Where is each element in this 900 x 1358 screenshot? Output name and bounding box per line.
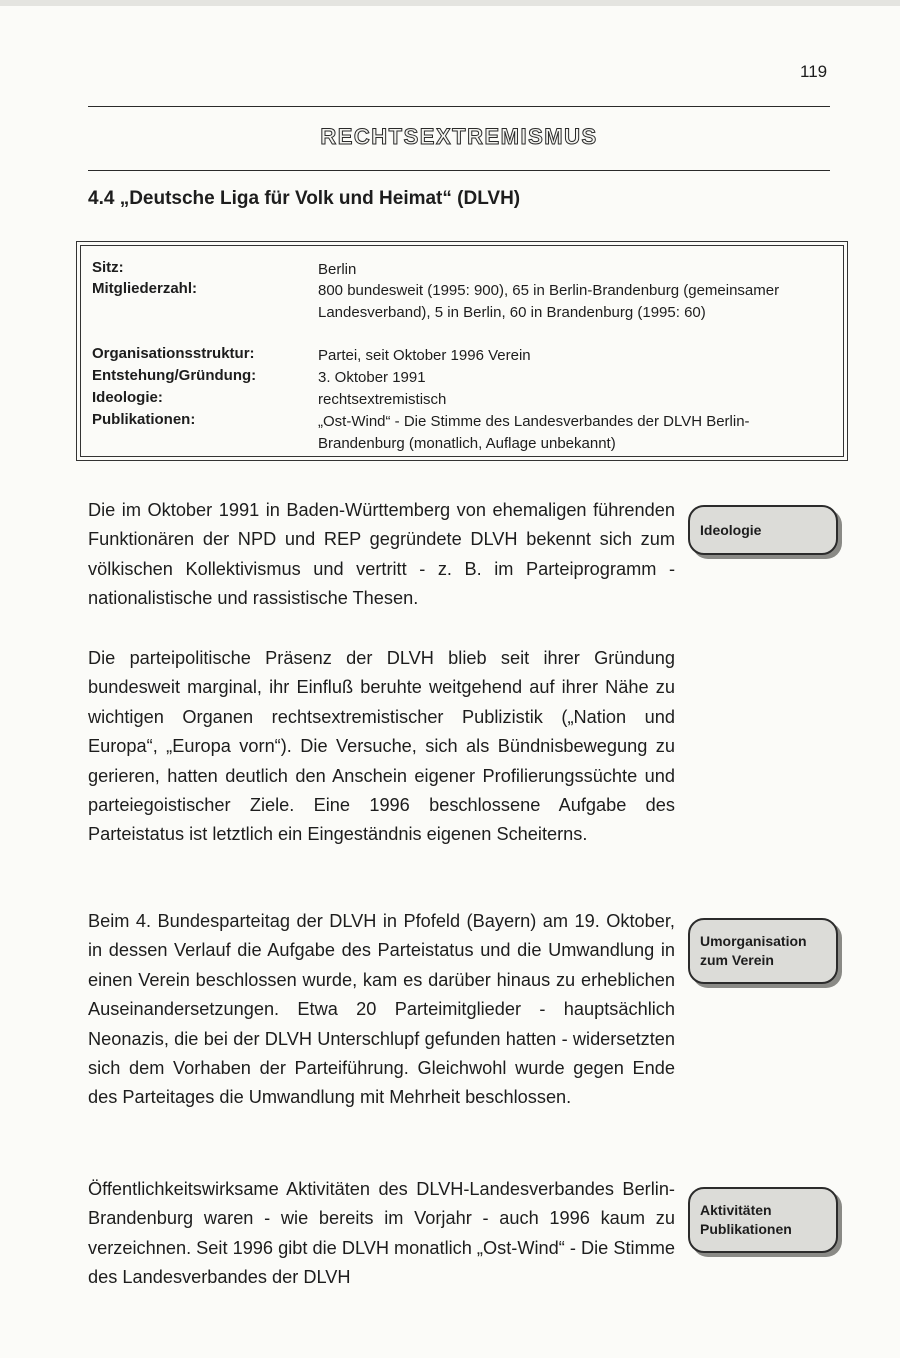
info-label: Organisationsstruktur:	[92, 345, 255, 362]
page-number: 119	[800, 62, 828, 81]
margin-tag-aktivitaeten: Aktivitäten Publikationen	[688, 1187, 838, 1253]
paragraph-umorganisation: Beim 4. Bundesparteitag der DLVH in Pfofeld (Bayern) am 19. Oktober, in dessen Verlauf die Aufgabe des Parteistatus und die Umwandlung in einen Verein beschlossen wurde, kam es darüber hinaus zu erheblichen Auseinandersetzungen. Etwa 20 Parteimitglieder - hauptsächlich Neonazis, die bei der DLVH Unterschlupf gefunden hatten - widersetzten sich dem Vorhaben der Parteiführung. Gleichwohl wurde gegen Ende des Parteitages die Umwandlung mit Mehrheit beschlossen.	[88, 911, 675, 1108]
margin-tag-umorganisation: Umorganisation zum Verein	[688, 918, 838, 984]
section-title: 4.4 „Deutsche Liga für Volk und Heimat“ (DLVH)	[88, 188, 521, 209]
info-box	[76, 241, 848, 461]
margin-tag-ideologie: Ideologie	[688, 505, 838, 555]
info-label: Entstehung/Gründung:	[92, 367, 257, 384]
header-rule-bottom	[88, 170, 830, 171]
info-label: Ideologie:	[92, 389, 163, 406]
info-value: 3. Oktober 1991	[318, 369, 426, 386]
info-value: 800 bundesweit (1995: 900), 65 in Berlin-Brandenburg (gemeinsamer Landesverband), 5 in Berlin, 60 in Brandenburg (1995: 60)	[318, 282, 780, 321]
paragraph-praesenz: Die parteipolitische Präsenz der DLVH blieb seit ihrer Gründung bundesweit marginal, ihr Einfluß beruhte weitgehend auf ihrer Nähe zu wichtigen Organen rechtsextremistischer Publizistik („Nation und Europa“, „Europa vorn“). Die Versuche, sich als Bündnisbewegung zu gerieren, hatten deutlich den Anschein eigener Profilierungssüchte und parteiegoistischer Ziele. Eine 1996 beschlossene Aufgabe des Parteistatus ist letztlich ein Eingeständnis eigenen Scheiterns.	[88, 648, 675, 845]
info-label: Mitgliederzahl:	[92, 280, 198, 297]
paragraph-aktivitaeten: Öffentlichkeitswirksame Aktivitäten des DLVH-Landesverbandes Berlin-Brandenburg waren - wie bereits im Vorjahr - auch 1996 kaum zu verzeichnen. Seit 1996 gibt die DLVH monatlich „Ost-Wind“ - Die Stimme des Landesverbandes der DLVH	[88, 1179, 675, 1288]
info-value: „Ost-Wind“ - Die Stimme des Landesverbandes der DLVH Berlin-Brandenburg (monatlich, Auflage unbekannt)	[318, 413, 750, 452]
info-box-inner-frame	[80, 245, 844, 457]
info-value: Partei, seit Oktober 1996 Verein	[318, 347, 531, 364]
running-head: RECHTSEXTREMISMUS	[320, 124, 598, 149]
paragraph-ideologie: Die im Oktober 1991 in Baden-Württemberg von ehemaligen führenden Funktionären der NPD und REP gegründete DLVH bekennt sich zum völkischen Kollektivismus und vertritt - z. B. im Parteiprogramm - nationalistische und rassistische Thesen.	[88, 500, 675, 609]
info-value: rechtsextremistisch	[318, 391, 447, 408]
page-top-edge	[0, 0, 900, 6]
header-rule-top	[88, 106, 830, 107]
info-label: Sitz:	[92, 259, 124, 276]
info-value: Berlin	[318, 261, 357, 278]
info-label: Publikationen:	[92, 411, 196, 428]
